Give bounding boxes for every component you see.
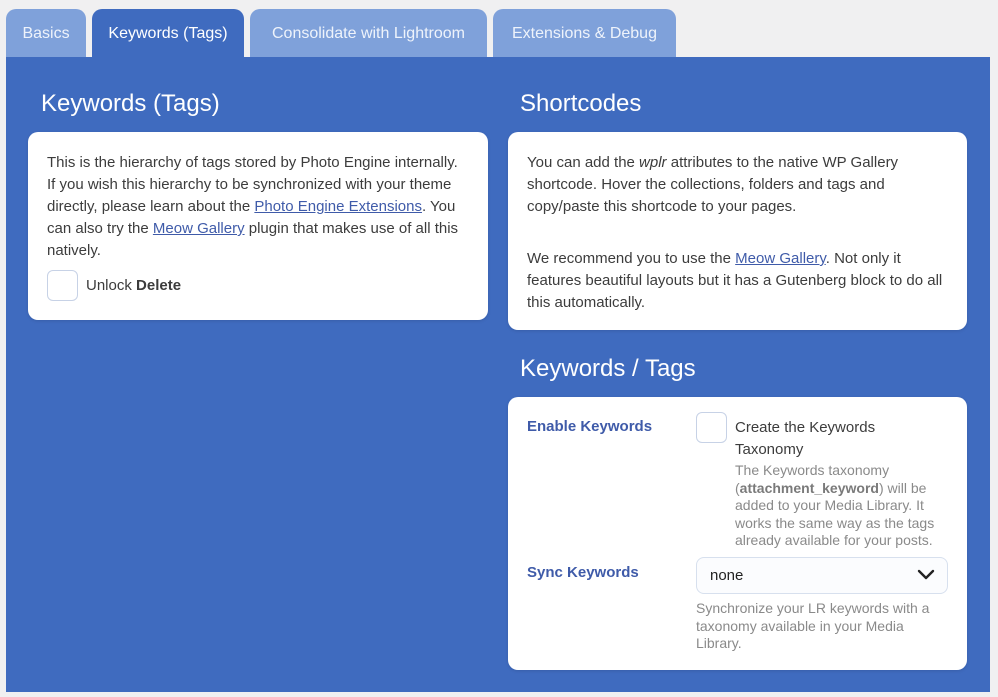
meow-gallery-link-2[interactable]: Meow Gallery bbox=[735, 250, 826, 267]
keywords-hierarchy-card bbox=[28, 132, 488, 320]
shortcodes-section-title: Shortcodes bbox=[520, 90, 642, 117]
enable-keywords-help bbox=[735, 462, 953, 550]
meow-gallery-link[interactable]: Meow Gallery bbox=[152, 220, 245, 237]
create-keywords-taxonomy-label: Create the Keywords Taxonomy bbox=[735, 419, 876, 458]
attachment-keyword-text: attachment_keyword bbox=[739, 479, 879, 496]
chevron-down-icon bbox=[917, 568, 935, 582]
keywords-section-title: Keywords (Tags) bbox=[41, 90, 220, 117]
keywords-tags-section-title: Keywords / Tags bbox=[520, 355, 696, 382]
shortcodes-text-part: We recommend you to use the bbox=[527, 250, 736, 267]
wplr-attribute-text: wplr bbox=[639, 154, 667, 171]
intro-text-part: . You can also try the bbox=[47, 198, 456, 237]
shortcodes-paragraph-2 bbox=[527, 248, 947, 314]
tab-consolidate-with-lightroom[interactable]: Consolidate with Lightroom bbox=[250, 9, 487, 58]
intro-text-part: This is the hierarchy of tags stored by Photo Engine internally. If you wish this hierarchy to be synchronized with your theme directly, please learn about the bbox=[47, 154, 458, 215]
help-text-part: The Keywords taxonomy ( bbox=[735, 462, 890, 496]
shortcodes-paragraph-1 bbox=[527, 152, 947, 218]
sync-keywords-select[interactable] bbox=[696, 557, 948, 594]
unlock-delete-checkbox[interactable] bbox=[47, 270, 78, 301]
tab-basics[interactable]: Basics bbox=[6, 9, 86, 58]
sync-keywords-label: Sync Keywords bbox=[527, 564, 639, 581]
enable-keywords-label: Enable Keywords bbox=[527, 418, 653, 435]
photo-engine-extensions-link[interactable]: Photo Engine Extensions bbox=[254, 198, 422, 215]
shortcodes-text-part: . Not only it features beautiful layouts but it has a Gutenberg block to do all this automatically. bbox=[527, 250, 943, 311]
keywords-tags-card bbox=[508, 397, 967, 670]
shortcodes-text-part: attributes to the native WP Gallery shortcode. Hover the collections, folders and tags and copy/paste this shortcode to your pages. bbox=[527, 154, 899, 215]
shortcodes-card bbox=[508, 132, 967, 330]
unlock-bold: Delete bbox=[136, 276, 182, 294]
unlock-delete-row bbox=[47, 270, 181, 301]
sync-keywords-value: none bbox=[710, 567, 744, 584]
tab-keywords-tags[interactable]: Keywords (Tags) bbox=[92, 9, 244, 58]
tab-extensions-debug[interactable]: Extensions & Debug bbox=[493, 9, 676, 58]
enable-keywords-checkbox[interactable] bbox=[696, 412, 727, 443]
unlock-delete-label bbox=[86, 275, 181, 297]
sync-keywords-help: Synchronize your LR keywords with a taxonomy available in your Media Library. bbox=[696, 600, 930, 651]
unlock-prefix: Unlock bbox=[86, 276, 137, 294]
shortcodes-text-part: You can add the bbox=[527, 154, 640, 171]
keywords-intro-text bbox=[47, 152, 467, 262]
help-text-part: ) will be added to your Media Library. It works the same way as the tags already available for your posts. bbox=[735, 479, 935, 548]
intro-text-part: plugin that makes use of all this natively. bbox=[47, 220, 459, 259]
settings-panel bbox=[6, 57, 990, 692]
